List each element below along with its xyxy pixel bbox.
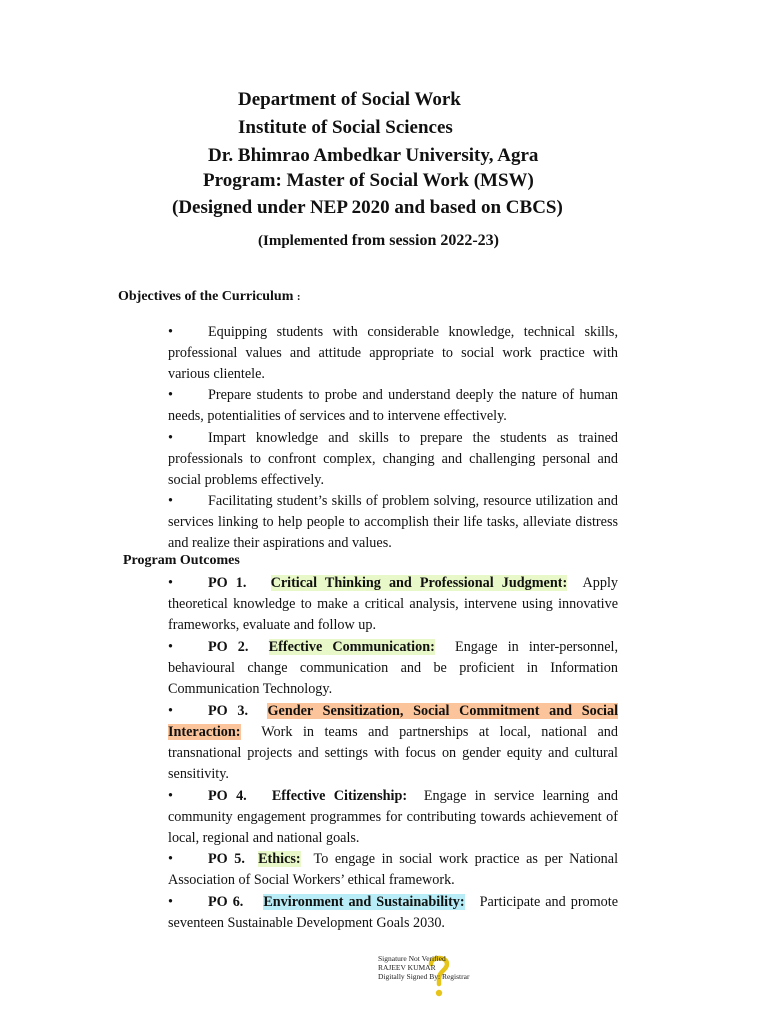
bullet: • bbox=[168, 788, 173, 804]
objectives-title-colon: : bbox=[296, 291, 301, 303]
outcome-code: PO 5. bbox=[208, 851, 245, 867]
outcome-code: PO 2. bbox=[208, 639, 249, 655]
outcome-item-po6 bbox=[168, 892, 618, 934]
outcome-sep: : bbox=[295, 851, 301, 867]
objective-item bbox=[168, 428, 618, 491]
outcome-text: Engage in inter-personnel, behavioural change communication and be proficient in Information Communication Technology. bbox=[168, 639, 618, 697]
objective-text: Impart knowledge and skills to prepare the students as trained professionals to confront complex, changing and challenging personal and social problems effectively. bbox=[168, 430, 618, 488]
objectives-title-text: Objectives of the Curriculum bbox=[118, 289, 294, 304]
bullet: • bbox=[168, 430, 173, 446]
outcome-item-po3 bbox=[168, 701, 618, 785]
outcome-code: PO 1. bbox=[208, 575, 247, 591]
outcome-heading: Ethics bbox=[258, 851, 296, 867]
header-program: Program: Master of Social Work (MSW) bbox=[203, 170, 534, 191]
header-institute: Institute of Social Sciences bbox=[238, 117, 453, 138]
outcome-sep: : bbox=[562, 575, 568, 591]
outcome-sep: : bbox=[402, 788, 408, 804]
signature-signed-by: Digitally Signed By: Registrar bbox=[378, 972, 470, 981]
header-department: Department of Social Work bbox=[238, 89, 461, 110]
outcome-code: PO 6. bbox=[208, 894, 244, 910]
implemented-prefix: (Implemented bbox=[258, 233, 348, 249]
bullet: • bbox=[168, 703, 173, 719]
outcome-item-po5 bbox=[168, 849, 618, 891]
outcome-sep: : bbox=[430, 639, 435, 655]
bullet: • bbox=[168, 324, 173, 340]
header-university: Dr. Bhimrao Ambedkar University, Agra bbox=[208, 145, 539, 166]
outcome-code: PO 4. bbox=[208, 788, 247, 804]
outcome-item-po2 bbox=[168, 637, 618, 700]
objectives-title bbox=[118, 289, 301, 305]
signature-status: Signature Not Verified bbox=[378, 954, 446, 963]
outcome-heading: Effective Communication bbox=[268, 639, 431, 655]
digital-signature-block bbox=[378, 954, 469, 981]
outcome-text: Work in teams and partnerships at local, national and transnational projects and settings with focus on gender equity and cultural sensitivity. bbox=[168, 724, 618, 782]
implemented-line bbox=[258, 232, 499, 250]
bullet: • bbox=[168, 575, 173, 591]
outcome-code: PO 3. bbox=[208, 703, 249, 719]
outcome-heading: Gender Sensitization, Social Commitment and Social Interaction bbox=[168, 703, 619, 740]
bullet: • bbox=[168, 387, 173, 403]
header-nep: (Designed under NEP 2020 and based on CBCS) bbox=[172, 197, 563, 218]
outcome-text: Participate and promote seventeen Sustainable Development Goals 2030. bbox=[168, 894, 619, 931]
outcome-sep: : bbox=[235, 724, 241, 740]
outcome-heading: Effective Citizenship bbox=[271, 788, 403, 804]
outcome-item-po1 bbox=[168, 573, 618, 636]
outcome-text: Apply theoretical knowledge to make a critical analysis, intervene using innovative frameworks, evaluate and follow up. bbox=[168, 575, 619, 633]
signature-name: RAJEEV KUMAR bbox=[378, 963, 436, 972]
objective-item bbox=[168, 322, 618, 385]
outcome-heading: Environment and Sustainability bbox=[263, 894, 460, 910]
bullet: • bbox=[168, 851, 173, 867]
outcomes-title: Program Outcomes bbox=[123, 553, 240, 568]
outcome-item-po4 bbox=[168, 786, 618, 849]
objective-text: Equipping students with considerable knowledge, technical skills, professional values and attitude appropriate to social work practice with various clientele. bbox=[168, 324, 618, 382]
objective-text: Facilitating student’s skills of problem solving, resource utilization and services linking to help people to accomplish their life tasks, alleviate distress and realize their aspirations and values. bbox=[168, 493, 618, 551]
bullet: • bbox=[168, 493, 173, 509]
bullet: • bbox=[168, 894, 173, 910]
outcome-heading: Critical Thinking and Professional Judgment bbox=[270, 575, 563, 591]
outcome-text: To engage in social work practice as per National Association of Social Workers’ ethical framework. bbox=[168, 851, 619, 888]
outcome-sep: : bbox=[459, 894, 465, 910]
objective-item bbox=[168, 491, 618, 554]
objective-text: Prepare students to probe and understand deeply the nature of human needs, potentialities of services and to intervene effectively. bbox=[168, 387, 618, 424]
bullet: • bbox=[168, 639, 173, 655]
objective-item bbox=[168, 385, 618, 427]
implemented-session: from session 2022-23) bbox=[351, 232, 499, 249]
outcome-text: Engage in service learning and community engagement programmes for contributing towards achievement of local, regional and national goals. bbox=[168, 788, 619, 846]
